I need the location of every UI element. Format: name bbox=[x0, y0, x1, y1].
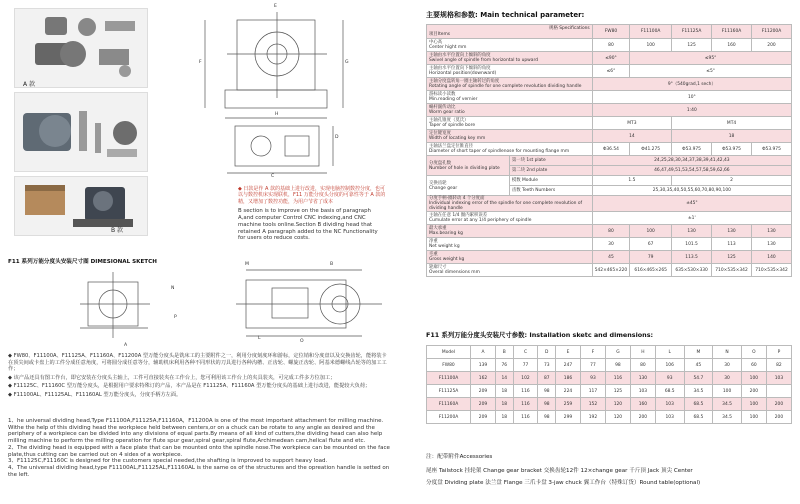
cell: 18 bbox=[495, 385, 513, 398]
row-label-en: Rotating angle of spindle for one complete revolution dividing handle bbox=[429, 84, 582, 89]
cell: 209 bbox=[471, 398, 496, 411]
cell bbox=[766, 385, 791, 398]
note-cn-3: ◆ F11125C、F11160C 型万能分度头，是根据用户要求特殊订的产品，本产品是在 F11125A、F11160A 型万能分度头的基础上进行改进，能提较大负荷； bbox=[8, 383, 371, 390]
cell: 100 bbox=[741, 411, 766, 424]
model-header-fw80: FW80 bbox=[592, 25, 630, 39]
cell: 30 bbox=[713, 372, 742, 385]
cell: 77 bbox=[580, 359, 605, 372]
notes-cn bbox=[8, 353, 390, 399]
cell: 80 bbox=[592, 225, 630, 238]
row-label-en: Swivel angle of spindle from horizontal to upward bbox=[429, 58, 538, 63]
table-row bbox=[427, 385, 792, 398]
cell: 113 bbox=[712, 238, 752, 251]
cell: 68.5 bbox=[655, 385, 684, 398]
spec-corner-cell bbox=[427, 25, 593, 39]
col-header: P bbox=[766, 346, 791, 359]
cell: 120 bbox=[605, 411, 630, 424]
row-label-en: Min.reading of vernier bbox=[429, 97, 478, 102]
table-row bbox=[427, 359, 792, 372]
cell: 14 bbox=[592, 130, 671, 143]
cell: 98 bbox=[538, 398, 556, 411]
cell: 93 bbox=[655, 372, 684, 385]
sub-label: 第二块 2nd plate bbox=[509, 166, 592, 176]
cell: 45 bbox=[592, 251, 630, 264]
dim-letter-a: A bbox=[124, 343, 128, 348]
cell: 186 bbox=[556, 372, 581, 385]
col-header: B bbox=[495, 346, 513, 359]
model-header-f11160a: F11160A bbox=[712, 25, 752, 39]
cell: F11100A bbox=[427, 372, 471, 385]
dim-letter-b: B bbox=[330, 262, 334, 267]
cell: MT3 bbox=[592, 117, 671, 130]
row-label-cn: 主轴孔锥度（莫氏） bbox=[429, 118, 469, 123]
cell: 200 bbox=[741, 385, 766, 398]
table-row bbox=[427, 372, 792, 385]
cell: 116 bbox=[513, 398, 538, 411]
note-cn-4: ◆ F11100AL、F11125AL、F11160AL 型万能分度头，分度手柄方左面。 bbox=[8, 391, 182, 398]
cell: 209 bbox=[471, 411, 496, 424]
table-row bbox=[427, 91, 792, 104]
cell: FW80 bbox=[427, 359, 471, 372]
cell: 93 bbox=[580, 372, 605, 385]
row-label-cn: 净重 bbox=[429, 239, 438, 244]
cell: 160 bbox=[630, 398, 655, 411]
cell: 103 bbox=[630, 385, 655, 398]
row-label-cn: 交换齿轮 bbox=[429, 180, 447, 186]
dim-letter-m: M bbox=[245, 262, 249, 267]
cell: 192 bbox=[580, 411, 605, 424]
cell: 116 bbox=[605, 372, 630, 385]
model-header-f11100a: F11100A bbox=[630, 25, 672, 39]
cell: ≤90° bbox=[592, 52, 630, 65]
col-header: H bbox=[630, 346, 655, 359]
row-label-cn: 轮廓尺寸 bbox=[429, 265, 447, 270]
row-label-en: Number of hole in dividing plate bbox=[429, 165, 500, 171]
cell: 125 bbox=[712, 251, 752, 264]
cell: 103 bbox=[655, 411, 684, 424]
cell: 25,30,35,40,50,55,60,70,80,90,100 bbox=[592, 186, 791, 196]
cell: 100 bbox=[741, 372, 766, 385]
row-label-en: Individual indexing error of the spindle for one complete revolution of dividing handle bbox=[429, 201, 583, 211]
table-row bbox=[427, 117, 792, 130]
table-row bbox=[427, 251, 792, 264]
dim-letter-l: L bbox=[258, 336, 261, 341]
table-row bbox=[427, 65, 792, 78]
cell: 18 bbox=[672, 130, 792, 143]
sub-label: 齿数 Teeth Numbers bbox=[509, 186, 592, 196]
note-en-2: 2、The dividing head is equipped with a face plate that can be mounted onto the spindle nose.The workpiece can be mounted on the face plate,thus cutting can be carried out on 4 sides of a workpiece. bbox=[8, 444, 390, 458]
photo-a-label: A 款 bbox=[23, 81, 36, 88]
b-section-cn: ◆ 日款是作 A 款的基础上进行改进，实现电脑控制数控分度，也可以与数控机床实现联机，F11 万能分度头分度的可靠性等于 A 款的精，又增加了数控功能，为用户节省了成本 bbox=[238, 186, 386, 205]
cell: 79 bbox=[630, 251, 672, 264]
cell: 130 bbox=[712, 225, 752, 238]
cell: 116 bbox=[513, 385, 538, 398]
row-label-en: Width of locating key mm bbox=[429, 136, 486, 141]
table-row bbox=[427, 225, 792, 238]
cell: 120 bbox=[605, 398, 630, 411]
cell: ±1' bbox=[592, 212, 791, 225]
install-table bbox=[426, 345, 792, 424]
dim-letter-h: H bbox=[275, 112, 279, 117]
col-header: A bbox=[471, 346, 496, 359]
cell: 34.5 bbox=[684, 385, 713, 398]
row-label-en: Worm gear ratio bbox=[429, 110, 465, 115]
row-label-cn: 主轴由水平位置向上倾斜的角度 bbox=[429, 53, 491, 58]
cell: 200 bbox=[751, 39, 791, 52]
col-header: M bbox=[684, 346, 713, 359]
cell: 30 bbox=[592, 238, 630, 251]
cell: 46,47,49,51,53,54,57,58,59,62,66 bbox=[592, 166, 791, 176]
cell: 98 bbox=[605, 359, 630, 372]
accessories-section bbox=[426, 452, 794, 486]
col-header: N bbox=[713, 346, 742, 359]
cell: 30 bbox=[713, 359, 742, 372]
table-row bbox=[427, 130, 792, 143]
col-header: Model bbox=[427, 346, 471, 359]
cell: 67 bbox=[630, 238, 672, 251]
row-label-cn: 最大承重 bbox=[429, 226, 447, 231]
cell: ±45" bbox=[592, 196, 791, 212]
cell: 18 bbox=[495, 411, 513, 424]
note-en-3: 3、F11125C,F11160C is designed for the customers special needed,the shafting is improved to support heavy load. bbox=[8, 458, 328, 465]
note-cn-2: ◆ 该产品还具有图工作台，即它安装在分度头主轴上，工件可直接装夹在工作台上，您可利用该工作台上的夹具装夹，可完成工件多方位加工； bbox=[8, 374, 336, 381]
cell: 259 bbox=[556, 398, 581, 411]
table-row bbox=[427, 143, 792, 156]
row-label-en: Center hight mm bbox=[429, 45, 467, 50]
main-params-title: 主要规格和参数: Main technical parameter: bbox=[426, 11, 585, 19]
accessories-label: 注：配带附件Accessories bbox=[426, 454, 493, 460]
row-label-cn: 蜗杆副传动比 bbox=[429, 105, 456, 110]
cell: 125 bbox=[672, 39, 712, 52]
row-label-en: Taper of spindle bore bbox=[429, 123, 476, 128]
product-photo-a bbox=[14, 8, 148, 88]
row-label-cn: 主轴法兰盘定位锥直径 bbox=[429, 144, 473, 149]
row-label-en: Overal dimensions mm bbox=[429, 270, 480, 275]
note-en-1: 1、he universal dividing head,Type F11100A,F11125A,F11160A，F11200A is one of the most important attachment for milling machine. Withe the help of this dividing head the workpiece held between centers,or on a chuck can be rotate to any angle as desired and the periphery of a workpiece can be divided into any divisions of equal parts.By means of all kind of cutters,the dividing head can also help milling machine to perform the milling operation for flute spur gear,spiral gear,spiral flute,Archimedean cam,helical flute and etc. bbox=[8, 418, 384, 445]
cell: 130 bbox=[751, 238, 791, 251]
col-header: C bbox=[513, 346, 538, 359]
row-label-cn: 主轴由水平位置向下倾斜的角度 bbox=[429, 66, 491, 71]
cell: 54.7 bbox=[684, 372, 713, 385]
cell: 103 bbox=[766, 372, 791, 385]
cell: 101.5 bbox=[672, 238, 712, 251]
plan-view-sketch bbox=[232, 262, 390, 346]
table-row bbox=[427, 156, 792, 166]
col-header: L bbox=[655, 346, 684, 359]
table-row bbox=[427, 104, 792, 117]
table-row bbox=[427, 411, 792, 424]
cell: 106 bbox=[655, 359, 684, 372]
cell: 45 bbox=[684, 359, 713, 372]
cell: F11160A bbox=[427, 398, 471, 411]
cell: F11125A bbox=[427, 385, 471, 398]
dividing-head-parts-image bbox=[15, 9, 149, 89]
dim-letter-n: N bbox=[171, 286, 175, 291]
dim-letter-p: P bbox=[174, 315, 177, 320]
dim-letter-c: C bbox=[271, 174, 275, 179]
col-header: D bbox=[538, 346, 556, 359]
row-label-en: Net weight kg bbox=[429, 244, 460, 249]
row-label-en: Cumulate error at any 1/4 periphery of spindle bbox=[429, 218, 532, 223]
table-row bbox=[427, 176, 792, 186]
col-header: O bbox=[741, 346, 766, 359]
cell: 100 bbox=[630, 225, 672, 238]
cell: 98 bbox=[538, 385, 556, 398]
table-row bbox=[427, 196, 792, 212]
cell: 200 bbox=[766, 398, 791, 411]
cell: 224 bbox=[556, 385, 581, 398]
table-row bbox=[427, 238, 792, 251]
row-label-cn: 中心高 bbox=[429, 40, 443, 45]
dividing-head-b-image bbox=[15, 177, 149, 237]
dim-letter-f: F bbox=[199, 60, 202, 65]
main-params-table bbox=[426, 24, 792, 277]
cell: 160 bbox=[712, 39, 752, 52]
sub-label: 模数 Module bbox=[509, 176, 592, 186]
product-photo-b bbox=[14, 176, 148, 236]
cell: 162 bbox=[471, 372, 496, 385]
cell: Φ53.975 bbox=[712, 143, 752, 156]
cell: 117 bbox=[580, 385, 605, 398]
cell: 87 bbox=[538, 372, 556, 385]
note-en-4: 4、The universal dividing head,type F11100AL,F11125AL,F11160AL is the same os of the structures and the opreation handle is setted on the left. bbox=[8, 464, 390, 478]
install-title: F11 系列万能分度头安装尺寸参数: Installation sketc and dimensions: bbox=[426, 331, 654, 339]
cell: 18 bbox=[495, 398, 513, 411]
cell: 100 bbox=[741, 398, 766, 411]
dim-letter-d: D bbox=[335, 135, 339, 140]
row-label-en: Change gear bbox=[429, 185, 458, 191]
col-header: E bbox=[556, 346, 581, 359]
cell: Φ53.975 bbox=[672, 143, 712, 156]
row-label-cn: 游标读小读数 bbox=[429, 92, 456, 97]
row-label-en: Gross weight kg bbox=[429, 257, 465, 262]
sketch-title: F11 系列万能分度头安装尺寸图 DIMESIONAL SKETCH bbox=[8, 259, 157, 265]
b-section-en: B section is to improve on the basis of paragraph A,and computer Control CNC indexing,and CNC machine tools online.Section B dividing head that retained A paragraph added to the NC Functionality for users oto reduce costs. bbox=[238, 208, 378, 242]
cell: 14 bbox=[495, 372, 513, 385]
product-photo-a2 bbox=[14, 92, 148, 172]
cell: F11200A bbox=[427, 411, 471, 424]
cell: 98 bbox=[538, 411, 556, 424]
table-row bbox=[427, 212, 792, 225]
row-label-en: Horizontal position(downward) bbox=[429, 71, 497, 76]
cell: 2 bbox=[672, 176, 792, 186]
spec-corner-bottom: 项目Items bbox=[429, 32, 451, 37]
sub-label: 第一块 1st plate bbox=[509, 156, 592, 166]
dim-letter-g: G bbox=[345, 60, 349, 65]
cell: 10° bbox=[592, 91, 791, 104]
model-header-f11200a: F11200A bbox=[751, 25, 791, 39]
table-row bbox=[427, 78, 792, 91]
cell: 710×535×342 bbox=[712, 264, 752, 277]
dim-letter-o: O bbox=[300, 339, 304, 344]
cell: 82 bbox=[766, 359, 791, 372]
cell: 125 bbox=[605, 385, 630, 398]
cell: Φ36.54 bbox=[592, 143, 630, 156]
accessories-line-1: 尾座 Tailstock 挂轮架 Change gear bracket 交换齿轮12件 12×change gear 千斤顶 Jack 顶尖 Center bbox=[426, 468, 693, 474]
cell: 60 bbox=[741, 359, 766, 372]
row-label-en: Max.bearing kg bbox=[429, 231, 463, 236]
cell: 113.5 bbox=[672, 251, 712, 264]
table-row bbox=[427, 39, 792, 52]
cell: 34.5 bbox=[713, 411, 742, 424]
row-label-cn: 毛重 bbox=[429, 252, 438, 257]
cell: 103 bbox=[655, 398, 684, 411]
cell: 9°（540grad,1 sech） bbox=[592, 78, 791, 91]
cell: 542×465×220 bbox=[592, 264, 630, 277]
cell: 80 bbox=[592, 39, 630, 52]
cell: 80 bbox=[630, 359, 655, 372]
cell: 152 bbox=[580, 398, 605, 411]
col-header: F bbox=[580, 346, 605, 359]
cell: 139 bbox=[471, 359, 496, 372]
cell: ≤6° bbox=[592, 65, 630, 78]
cell: 102 bbox=[513, 372, 538, 385]
cell: 130 bbox=[630, 372, 655, 385]
spec-corner-top: 规格 Specifications bbox=[549, 26, 590, 31]
cell: 140 bbox=[751, 251, 791, 264]
cell: 299 bbox=[556, 411, 581, 424]
table-row bbox=[427, 398, 792, 411]
b-section-description bbox=[238, 186, 386, 242]
cell: 116 bbox=[513, 411, 538, 424]
row-label-cn: 分度盘孔数 bbox=[429, 160, 451, 166]
note-cn-1: ◆ FW80、F11100A、F11125A、F11160A、F11200A 型万能分度头是铣床工的主要附件之一，利用分度刻度环和游标，定位销和分度盘以及交换齿轮，能将装卡在顶尖间或卡盘上的工件分成任意角度，可将圆分成任意等分，辅助机床利用各种不同形状的刀具进行各种沟槽、正齿轮、螺旋正齿轮、阿基米德螺线凸轮等的加工工作； bbox=[8, 353, 387, 373]
table-row bbox=[427, 264, 792, 277]
front-view-drawing bbox=[165, 8, 385, 178]
cell: 1:40 bbox=[592, 104, 791, 117]
cell: 68.5 bbox=[684, 398, 713, 411]
side-view-sketch bbox=[70, 268, 160, 344]
cell: 209 bbox=[471, 385, 496, 398]
row-label-cn: 分度手柄-圈转动 4 个分度面 bbox=[429, 196, 485, 201]
row-label-cn: 主轴在任意 1/4 圈内累积误差 bbox=[429, 213, 488, 218]
cell: 247 bbox=[556, 359, 581, 372]
cell: MT4 bbox=[672, 117, 792, 130]
accessories-line-2: 分度盘 Dividing plate 法兰盘 Flange 三爪卡盘 3-jaw chuck 翼工作台（特殊订货）Round table(optional) bbox=[426, 480, 701, 486]
cell: 77 bbox=[513, 359, 538, 372]
cell: 616×465×265 bbox=[630, 264, 672, 277]
cell: 24,25,28,30,34,37,38,39,41,42,43 bbox=[592, 156, 791, 166]
col-header: G bbox=[605, 346, 630, 359]
cell: 100 bbox=[630, 39, 672, 52]
cell: 200 bbox=[766, 411, 791, 424]
row-label-cn: 定位键宽度 bbox=[429, 131, 451, 136]
cell: Φ41.275 bbox=[630, 143, 672, 156]
table-header-row bbox=[427, 346, 792, 359]
dividing-head-assembly-image bbox=[15, 93, 149, 173]
cell: Φ53.975 bbox=[751, 143, 791, 156]
cell: 68.5 bbox=[684, 411, 713, 424]
row-label-en: Diameter of short taper of spindlenose for mounting flange mm bbox=[429, 149, 570, 154]
row-label-cn: 主轴分度盘转角一圈主轴转过的角度 bbox=[429, 79, 500, 84]
dim-letter-e: E bbox=[274, 4, 277, 9]
table-row bbox=[427, 52, 792, 65]
model-header-f11125a: F11125A bbox=[672, 25, 712, 39]
cell: ≤5° bbox=[630, 65, 792, 78]
cell: 130 bbox=[672, 225, 712, 238]
cell: 76 bbox=[495, 359, 513, 372]
cell: 200 bbox=[630, 411, 655, 424]
cell: 34.5 bbox=[713, 398, 742, 411]
photo-b-label: B 款 bbox=[111, 227, 124, 234]
cell: 635×530×330 bbox=[672, 264, 712, 277]
cell: 1.5 bbox=[592, 176, 671, 186]
cell: 130 bbox=[751, 225, 791, 238]
cell: ≤95° bbox=[630, 52, 792, 65]
cell: 73 bbox=[538, 359, 556, 372]
cell: 710×535×342 bbox=[751, 264, 791, 277]
cell: 100 bbox=[713, 385, 742, 398]
notes-en bbox=[8, 418, 392, 478]
